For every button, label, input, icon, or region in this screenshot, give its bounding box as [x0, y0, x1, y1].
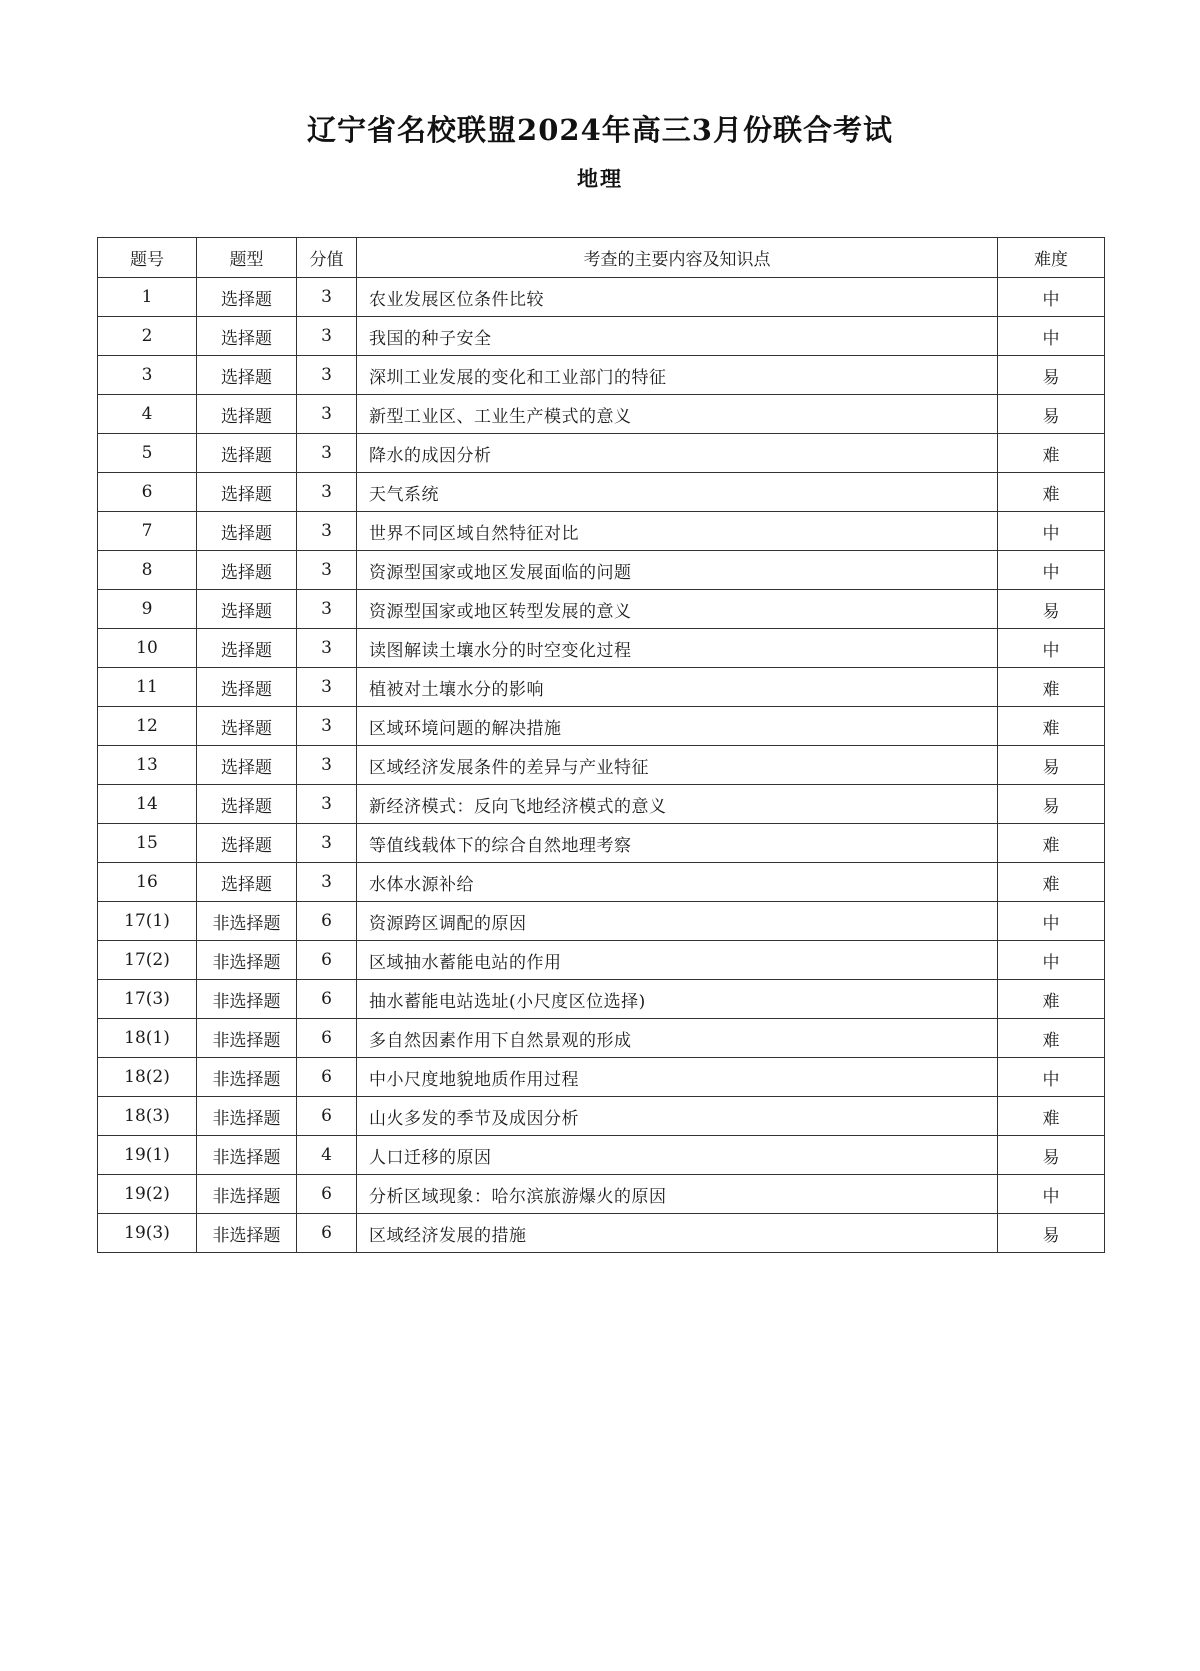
cell-number: 17(3) — [98, 980, 197, 1019]
header-score: 分值 — [297, 238, 357, 278]
cell-type: 选择题 — [197, 512, 297, 551]
cell-number: 18(2) — [98, 1058, 197, 1097]
cell-score: 3 — [297, 512, 357, 551]
table-row — [98, 512, 1105, 551]
cell-score: 3 — [297, 668, 357, 707]
table-row — [98, 395, 1105, 434]
cell-score: 3 — [297, 863, 357, 902]
cell-score: 3 — [297, 317, 357, 356]
cell-content: 水体水源补给 — [357, 863, 998, 902]
cell-number: 13 — [98, 746, 197, 785]
cell-difficulty: 易 — [998, 356, 1105, 395]
cell-difficulty: 中 — [998, 317, 1105, 356]
cell-score: 6 — [297, 1214, 357, 1253]
cell-difficulty: 易 — [998, 590, 1105, 629]
cell-score: 3 — [297, 746, 357, 785]
cell-content: 区域抽水蓄能电站的作用 — [357, 941, 998, 980]
cell-difficulty: 中 — [998, 278, 1105, 317]
cell-number: 8 — [98, 551, 197, 590]
cell-content: 新经济模式：反向飞地经济模式的意义 — [357, 785, 998, 824]
cell-difficulty: 中 — [998, 551, 1105, 590]
cell-type: 非选择题 — [197, 941, 297, 980]
cell-difficulty: 中 — [998, 629, 1105, 668]
table-row — [98, 629, 1105, 668]
subject-title: 地理 — [577, 167, 623, 191]
cell-type: 非选择题 — [197, 1019, 297, 1058]
cell-score: 3 — [297, 551, 357, 590]
table-row — [98, 1214, 1105, 1253]
table-row — [98, 1175, 1105, 1214]
cell-number: 19(2) — [98, 1175, 197, 1214]
cell-type: 选择题 — [197, 278, 297, 317]
cell-content: 区域经济发展的措施 — [357, 1214, 998, 1253]
exam-analysis-table — [97, 237, 1105, 1253]
cell-number: 11 — [98, 668, 197, 707]
table-row — [98, 902, 1105, 941]
cell-number: 1 — [98, 278, 197, 317]
cell-score: 6 — [297, 941, 357, 980]
cell-type: 选择题 — [197, 629, 297, 668]
cell-content: 资源型国家或地区发展面临的问题 — [357, 551, 998, 590]
cell-content: 中小尺度地貌地质作用过程 — [357, 1058, 998, 1097]
cell-content: 读图解读土壤水分的时空变化过程 — [357, 629, 998, 668]
cell-number: 14 — [98, 785, 197, 824]
cell-number: 7 — [98, 512, 197, 551]
cell-type: 选择题 — [197, 473, 297, 512]
cell-number: 6 — [98, 473, 197, 512]
cell-type: 选择题 — [197, 746, 297, 785]
cell-type: 选择题 — [197, 356, 297, 395]
table-header — [98, 238, 1105, 278]
cell-type: 非选择题 — [197, 1175, 297, 1214]
cell-type: 选择题 — [197, 395, 297, 434]
cell-content: 区域经济发展条件的差异与产业特征 — [357, 746, 998, 785]
cell-type: 选择题 — [197, 785, 297, 824]
table-row — [98, 434, 1105, 473]
cell-content: 农业发展区位条件比较 — [357, 278, 998, 317]
cell-difficulty: 易 — [998, 395, 1105, 434]
cell-difficulty: 难 — [998, 434, 1105, 473]
cell-difficulty: 难 — [998, 1019, 1105, 1058]
header-number: 题号 — [98, 238, 197, 278]
table-row — [98, 356, 1105, 395]
table-row — [98, 1097, 1105, 1136]
cell-type: 选择题 — [197, 707, 297, 746]
cell-content: 人口迁移的原因 — [357, 1136, 998, 1175]
cell-content: 世界不同区域自然特征对比 — [357, 512, 998, 551]
cell-difficulty: 难 — [998, 863, 1105, 902]
cell-number: 19(1) — [98, 1136, 197, 1175]
cell-score: 3 — [297, 629, 357, 668]
cell-number: 12 — [98, 707, 197, 746]
header-type: 题型 — [197, 238, 297, 278]
cell-score: 3 — [297, 785, 357, 824]
cell-difficulty: 难 — [998, 980, 1105, 1019]
cell-content: 山火多发的季节及成因分析 — [357, 1097, 998, 1136]
table-row — [98, 473, 1105, 512]
cell-type: 选择题 — [197, 863, 297, 902]
header-content: 考查的主要内容及知识点 — [357, 238, 998, 278]
cell-score: 3 — [297, 707, 357, 746]
cell-number: 18(1) — [98, 1019, 197, 1058]
cell-score: 3 — [297, 278, 357, 317]
cell-type: 选择题 — [197, 317, 297, 356]
cell-score: 6 — [297, 1058, 357, 1097]
table-row — [98, 785, 1105, 824]
table-header-row — [98, 238, 1105, 278]
table-row — [98, 278, 1105, 317]
cell-score: 6 — [297, 1097, 357, 1136]
cell-score: 3 — [297, 473, 357, 512]
cell-score: 3 — [297, 395, 357, 434]
cell-content: 资源跨区调配的原因 — [357, 902, 998, 941]
table-row — [98, 1019, 1105, 1058]
header-difficulty: 难度 — [998, 238, 1105, 278]
cell-difficulty: 难 — [998, 473, 1105, 512]
cell-score: 4 — [297, 1136, 357, 1175]
cell-score: 6 — [297, 1175, 357, 1214]
cell-type: 非选择题 — [197, 1214, 297, 1253]
table-row — [98, 317, 1105, 356]
cell-difficulty: 易 — [998, 746, 1105, 785]
table-row — [98, 551, 1105, 590]
cell-content: 区域环境问题的解决措施 — [357, 707, 998, 746]
cell-score: 6 — [297, 980, 357, 1019]
cell-number: 9 — [98, 590, 197, 629]
cell-score: 3 — [297, 434, 357, 473]
cell-number: 18(3) — [98, 1097, 197, 1136]
cell-difficulty: 中 — [998, 1175, 1105, 1214]
cell-content: 分析区域现象：哈尔滨旅游爆火的原因 — [357, 1175, 998, 1214]
cell-number: 17(2) — [98, 941, 197, 980]
cell-score: 6 — [297, 902, 357, 941]
table-row — [98, 590, 1105, 629]
cell-difficulty: 易 — [998, 1136, 1105, 1175]
cell-difficulty: 易 — [998, 1214, 1105, 1253]
cell-type: 非选择题 — [197, 1097, 297, 1136]
cell-difficulty: 中 — [998, 902, 1105, 941]
cell-content: 新型工业区、工业生产模式的意义 — [357, 395, 998, 434]
cell-score: 3 — [297, 356, 357, 395]
table-row — [98, 941, 1105, 980]
table-body — [98, 278, 1105, 1253]
table-row — [98, 1058, 1105, 1097]
cell-difficulty: 中 — [998, 512, 1105, 551]
cell-type: 选择题 — [197, 824, 297, 863]
cell-type: 非选择题 — [197, 1136, 297, 1175]
cell-content: 降水的成因分析 — [357, 434, 998, 473]
cell-difficulty: 难 — [998, 1097, 1105, 1136]
cell-type: 非选择题 — [197, 1058, 297, 1097]
cell-content: 等值线载体下的综合自然地理考察 — [357, 824, 998, 863]
cell-number: 2 — [98, 317, 197, 356]
cell-score: 3 — [297, 590, 357, 629]
cell-difficulty: 难 — [998, 707, 1105, 746]
cell-type: 非选择题 — [197, 980, 297, 1019]
cell-content: 我国的种子安全 — [357, 317, 998, 356]
table-row — [98, 824, 1105, 863]
document-title: 辽宁省名校联盟2024年高三3月份联合考试 — [307, 113, 893, 147]
cell-number: 15 — [98, 824, 197, 863]
cell-difficulty: 中 — [998, 1058, 1105, 1097]
exam-analysis-table-container — [97, 237, 1104, 1253]
cell-content: 多自然因素作用下自然景观的形成 — [357, 1019, 998, 1058]
cell-difficulty: 难 — [998, 824, 1105, 863]
cell-number: 17(1) — [98, 902, 197, 941]
table-row — [98, 746, 1105, 785]
cell-content: 天气系统 — [357, 473, 998, 512]
cell-difficulty: 易 — [998, 785, 1105, 824]
cell-score: 6 — [297, 1019, 357, 1058]
table-row — [98, 863, 1105, 902]
table-row — [98, 707, 1105, 746]
table-row — [98, 1136, 1105, 1175]
cell-number: 10 — [98, 629, 197, 668]
cell-content: 抽水蓄能电站选址(小尺度区位选择) — [357, 980, 998, 1019]
cell-type: 选择题 — [197, 551, 297, 590]
cell-type: 选择题 — [197, 434, 297, 473]
cell-difficulty: 难 — [998, 668, 1105, 707]
cell-content: 资源型国家或地区转型发展的意义 — [357, 590, 998, 629]
cell-number: 19(3) — [98, 1214, 197, 1253]
cell-number: 4 — [98, 395, 197, 434]
table-row — [98, 980, 1105, 1019]
cell-difficulty: 中 — [998, 941, 1105, 980]
cell-type: 选择题 — [197, 668, 297, 707]
cell-content: 植被对土壤水分的影响 — [357, 668, 998, 707]
cell-type: 非选择题 — [197, 902, 297, 941]
cell-number: 16 — [98, 863, 197, 902]
cell-number: 3 — [98, 356, 197, 395]
cell-number: 5 — [98, 434, 197, 473]
cell-score: 3 — [297, 824, 357, 863]
cell-type: 选择题 — [197, 590, 297, 629]
table-row — [98, 668, 1105, 707]
cell-content: 深圳工业发展的变化和工业部门的特征 — [357, 356, 998, 395]
